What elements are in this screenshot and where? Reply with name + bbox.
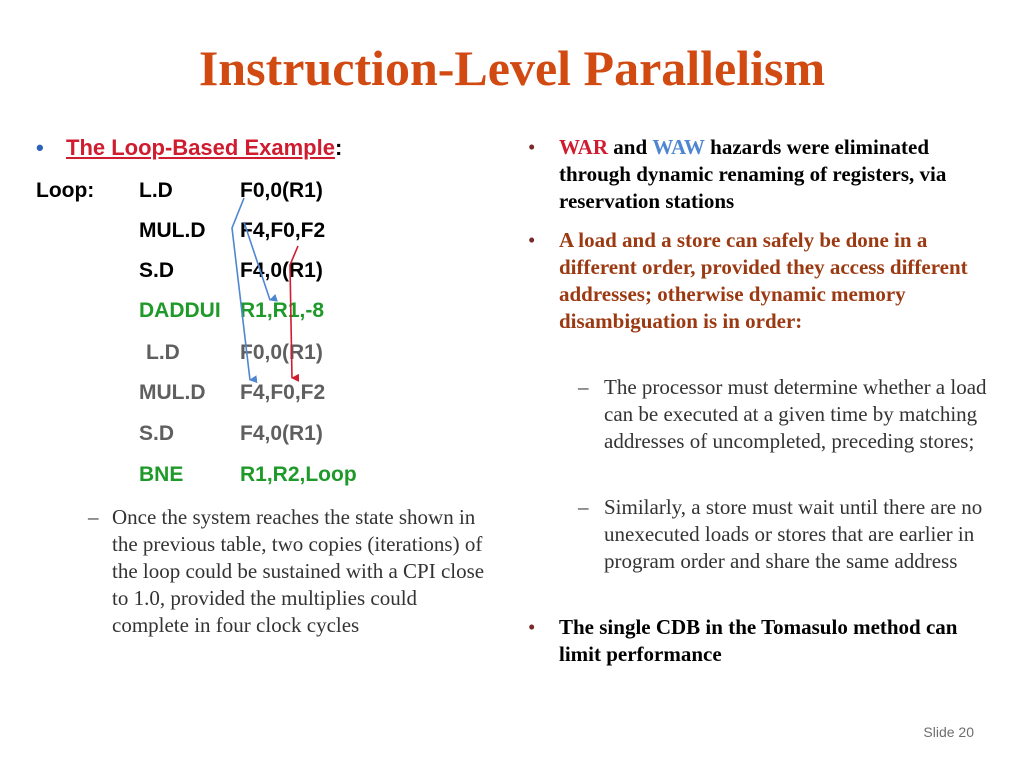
dash-icon: –: [578, 495, 589, 519]
dash-icon: –: [88, 505, 99, 529]
code-op: BNE: [139, 463, 184, 486]
code-op: MUL.D: [139, 219, 206, 242]
dash-icon: –: [578, 375, 589, 399]
code-args: F4,0(R1): [240, 259, 323, 282]
code-args: R1,R1,-8: [240, 299, 325, 322]
and-word: and: [613, 135, 648, 159]
code-args: R1,R2,Loop: [240, 463, 357, 486]
waw-term: WAW: [652, 135, 705, 159]
right-bullet-2: [528, 227, 988, 335]
code-op: DADDUI: [139, 299, 221, 322]
bullet-icon: •: [528, 135, 536, 159]
sub-2-text: Similarly, a store must wait until there are no unexecuted loads or stores that are earlier in program order and share the same address: [604, 495, 983, 573]
bullet-1-text: hazards were eliminated through dynamic renaming of registers, via reservation stations: [559, 135, 947, 213]
code-op: S.D: [139, 422, 175, 445]
bullet-icon: •: [528, 615, 536, 639]
code-args: F4,F0,F2: [240, 381, 326, 404]
bullet-icon: •: [528, 228, 536, 252]
right-bullet-3: [528, 614, 988, 668]
bullet-icon: •: [36, 135, 44, 160]
right-sub-2: [578, 494, 988, 575]
code-args: F0,0(R1): [240, 179, 323, 202]
war-term: WAR: [559, 135, 609, 159]
loop-example-link[interactable]: The Loop-Based Example: [66, 135, 335, 160]
loop-label: Loop:: [36, 179, 95, 202]
right-bullet-1: [528, 134, 988, 215]
left-heading: [36, 134, 342, 162]
slide-title: Instruction-Level Parallelism: [198, 40, 826, 96]
bullet-2-text: A load and a store can safely be done in a different order, provided they access different addresses; otherwise dynamic memory disambiguation is in order:: [559, 228, 968, 333]
code-op: S.D: [139, 259, 175, 282]
left-sub-note: [88, 504, 493, 639]
code-op: L.D: [146, 341, 180, 364]
code-args: F4,0(R1): [240, 422, 323, 445]
slide-number: Slide 20: [923, 724, 974, 740]
sub-1-text: The processor must determine whether a load can be executed at a given time by matching addresses of uncompleted, preceding stores;: [604, 375, 987, 453]
code-args: F4,F0,F2: [240, 219, 326, 242]
heading-colon: :: [334, 135, 343, 160]
code-args: F0,0(R1): [240, 341, 323, 364]
sub-note-text: Once the system reaches the state shown in the previous table, two copies (iterations) of the loop could be sustained with a CPI close to 1.0, provided the multiplies could complete in four clock cycles: [112, 505, 485, 637]
code-op: L.D: [139, 179, 173, 202]
code-op: MUL.D: [139, 381, 206, 404]
right-sub-1: [578, 374, 988, 455]
bullet-3-text: The single CDB in the Tomasulo method can limit performance: [559, 615, 958, 666]
